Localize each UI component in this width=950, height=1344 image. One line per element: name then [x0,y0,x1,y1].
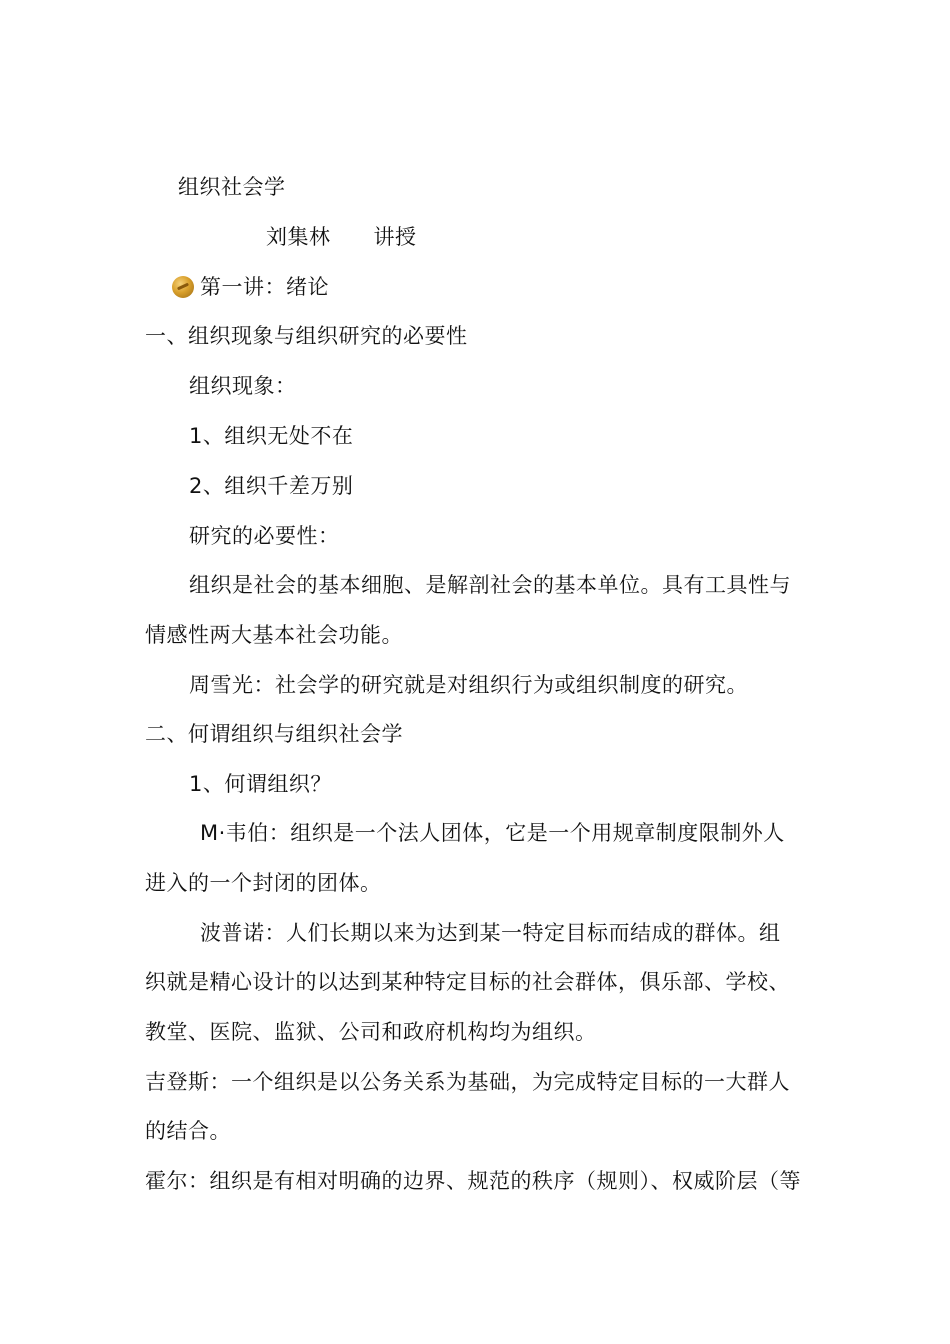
paragraph-line: 吉登斯：一个组织是以公务关系为基础，为完成特定目标的一大群人 [145,1070,790,1094]
paragraph-line: 波普诺：人们长期以来为达到某一特定目标而结成的群体。组 [200,921,781,945]
paragraph-line: 组织是社会的基本细胞、是解剖社会的基本单位。具有工具性与 [189,573,791,597]
paragraph-line: 研究的必要性： [189,524,340,548]
lecturer-line: 刘集林 讲授 [266,225,417,249]
paragraph-line: 组织现象： [189,374,297,398]
section-heading-1: 一、组织现象与组织研究的必要性 [145,324,468,348]
paragraph-line: 情感性两大基本社会功能。 [145,623,403,647]
section-heading-2: 二、何谓组织与组织社会学 [145,722,403,746]
paragraph-line: 霍尔：组织是有相对明确的边界、规范的秩序（规则）、权威阶层（等 [145,1169,801,1193]
lecture-heading [172,272,329,302]
paragraph-line: M·韦伯：组织是一个法人团体，它是一个用规章制度限制外人 [200,821,785,845]
subsection-heading: 1、何谓组织？ [189,772,332,796]
paragraph-line: 进入的一个封闭的团体。 [145,871,382,895]
paragraph-line: 周雪光：社会学的研究就是对组织行为或组织制度的研究。 [189,673,748,697]
list-item: 2、组织千差万别 [189,474,354,498]
paragraph-line: 织就是精心设计的以达到某种特定目标的社会群体，俱乐部、学校、 [145,970,790,994]
list-item: 1、组织无处不在 [189,424,354,448]
paragraph-line: 的结合。 [145,1119,231,1143]
lecture-heading-text: 第一讲：绪论 [200,275,329,299]
document-title: 组织社会学 [178,175,286,199]
gold-coin-bullet-icon [172,276,194,298]
paragraph-line: 教堂、医院、监狱、公司和政府机构均为组织。 [145,1020,597,1044]
